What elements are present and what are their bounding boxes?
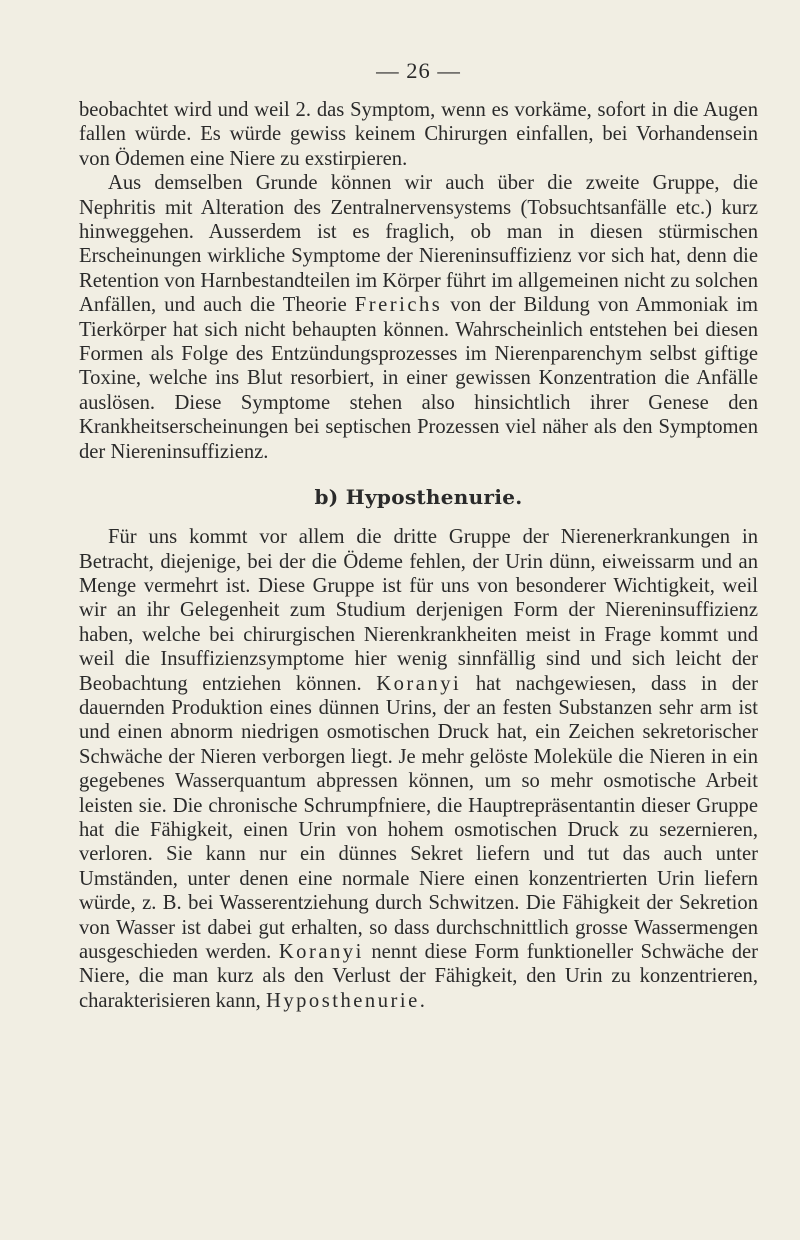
paragraph-nephritis <box>79 171 758 464</box>
paragraph-text: Aus demselben Grunde können wir auch über die zweite Gruppe, die Nephritis mit Alteration des Zentralnervensystems (Tobsuchtsanfälle etc.) kurz hinweggehen. Ausserdem ist es fraglich, ob man in diesen stürmischen Erscheinungen wirkliche Symptome der Niereninsuffizienz vor sich hat, denn die Retention von Harnbestandteilen im Körper führt im allgemeinen nicht zu solchen Anfällen, und auch die Theorie <box>79 172 758 317</box>
author-name-koranyi: Koranyi <box>278 941 364 963</box>
section-heading: b) Hyposthenurie. <box>314 485 523 510</box>
paragraph-continued: beobachtet wird und weil 2. das Symptom, wenn es vorkäme, sofort in die Augen fallen würde. Es würde gewiss keinem Chirurgen einfallen, bei Vorhandensein von Ödemen eine Niere zu exstirpieren. <box>79 99 758 170</box>
paragraph-text: nennt diese Form funktioneller Schwäche der Niere, die man kurz als den Verlust der Fähigkeit, den Urin zu konzentrieren, charakterisieren kann, <box>79 941 758 1012</box>
page-number: — 26 — <box>376 58 461 83</box>
paragraph-text: hat nachgewiesen, dass in der dauernden Produktion eines dünnen Urins, der an festen Substanzen sehr arm ist und einen abnorm niedrigen osmotischen Druck hat, ein Zeichen sekretorischer Schwäche der Nieren verborgen liegt. Je mehr gelöste Moleküle die Nieren in ein gegebenes Wasserquantum abpressen können, um so mehr osmotische Arbeit leisten sie. Die chronische Schrumpfniere, die Hauptrepräsentantin dieser Gruppe hat die Fähigkeit, einen Urin von hohem osmotischen Druck zu sezernieren, verloren. Sie kann nur ein dünnes Sekret liefern und tut das auch unter Umständen, unter denen eine normale Niere einen konzentrierten Urin liefern würde, z. B. bei Wasserentziehung durch Schwitzen. Die Fähigkeit der Sekretion von Wasser ist dabei gut erhalten, so dass durchschnittlich grosse Wassermengen ausgeschieden werden. <box>79 672 759 963</box>
paragraph-text: Für uns kommt vor allem die dritte Gruppe der Nierenerkrankungen in Betracht, diejenige, bei der die Ödeme fehlen, der Urin dünn, eiweissarm und an Menge vermehrt ist. Diese Gruppe ist für uns von besonderer Wichtigkeit, weil wir an ihr Gelegenheit zum Studium derjenigen Form der Niereninsuffizienz haben, welche bei chirurgischen Nierenkrankheiten meist in Frage kommt und weil die Insuffizienzsymptome hier wenig sinnfällig sind und sich leicht der Beobachtung entziehen können. <box>79 526 758 695</box>
author-name-frerichs: Frerichs <box>354 294 443 317</box>
term-hyposthenurie: Hyposthenurie <box>265 989 420 1012</box>
paragraph-text: . <box>419 989 425 1012</box>
paragraph-text: von der Bildung von Ammoniak im Tierkörper hat sich nicht behaupten können. Wahrscheinlich entstehen bei diesen Formen als Folge des Entzündungsprozesses im Nierenparenchym selbst giftige Toxine, welche ins Blut resorbiert, in einer gewissen Konzentration die Anfälle auslösen. Diese Symptome stehen also hinsichtlich ihrer Genese den Krankheitserscheinungen bei septischen Prozessen viel näher als den Symptomen der Niereninsuffizienz. <box>79 294 758 463</box>
author-name-koranyi: Koranyi <box>376 672 462 695</box>
paragraph-hyposthenurie <box>79 525 758 1013</box>
body-text <box>79 98 758 1013</box>
